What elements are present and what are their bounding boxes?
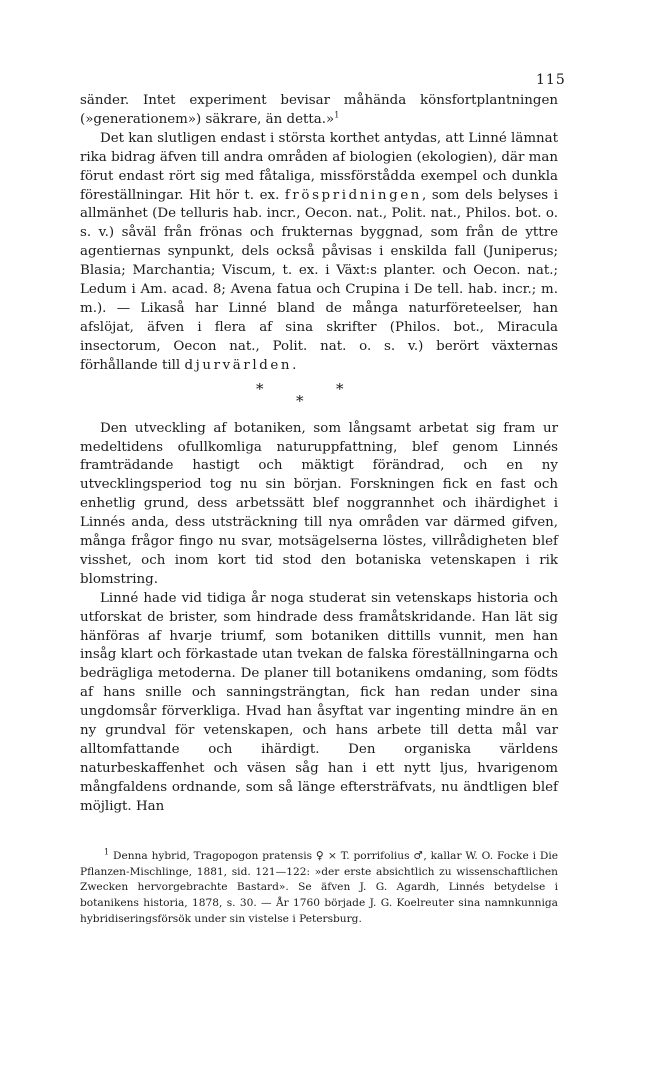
section-separator — [80, 378, 558, 414]
page-number: 115 — [536, 72, 566, 88]
emphasized-term-seed-dispersal: fröspridningen — [284, 187, 423, 203]
footnote — [80, 849, 558, 928]
footnote-reference: 1 — [334, 110, 340, 120]
asterisk-ornament: * — [336, 379, 344, 398]
emphasized-term-animal-world: djurvärlden — [184, 357, 293, 373]
asterisk-ornament: * — [256, 379, 264, 398]
footnote-text: Denna hybrid, Tragopogon pratensis ♀ × T. porrifolius ♂, kallar W. O. Focke i Die Pflanzen-Mischlinge, 1881, sid. 121—122: »der erste absichtlich zu wissenschaftlichen Zwecken hervorgebrachte Bastard». Se äfven J. G. Agardh, Linnés betydelse i botanikens historia, 1878, s. 30. — År 1760 började J. G. Koelreuter sina namnkunniga hybridiseringsförsök under sin vistelse i Petersburg. — [80, 850, 558, 925]
paragraph-2 — [80, 130, 558, 376]
paragraph-1 — [80, 92, 558, 130]
paragraph-2-text-b: , som dels belyses i allmänhet (De telluris hab. incr., Oecon. nat., Polit. nat., Philos. bot. o. s. v.) såväl från frönas och frukternas byggnad, som från de yttre agentiernas synpunkt, dels också påvisas i enskilda fall (Juniperus; Blasia; Marchantia; Viscum, t. ex. i Växt:s planter. och Oecon. nat.; Ledum i Am. acad. 8; Avena fatua och Crupina i De tell. hab. incr.; m. m.). — Likaså har Linné bland de många naturföreteelser, han afslöjat, äfven i flera af sina skrifter (Philos. bot., Miracula insectorum, Oecon nat., Polit. nat. o. s. v.) berört växternas förhållande till — [80, 187, 558, 373]
asterisk-ornament: * — [296, 391, 304, 410]
paragraph-2-text-c: . — [292, 357, 297, 373]
footnote-marker: 1 — [104, 847, 110, 857]
paragraph-2-text-a: Det kan slutligen endast i största korthet antydas, att Linné lämnat rika bidrag äfven till andra områden af biologien (ekologien), där man förut endast rört sig med fåtaliga, missförstådda exempel och dunkla föreställningar. Hit hör t. ex. — [80, 130, 558, 203]
paragraph-4: Linné hade vid tidiga år noga studerat sin vetenskaps historia och utforskat de brister, som hindrade dess framåtskridande. Han lät sig hänföras af hvarje triumf, som botaniken dittills vunnit, men han insåg klart och förkastade utan tvekan de falska föreställningarna och bedrägliga metoderna. De planer till botanikens omdaning, som födts af hans snille och sanningsträngtan, fick han redan under sina ungdomsår förverkliga. Hvad han åsyftat var ingenting mindre än en ny grundval för vetenskapen, och hans arbete till detta mål var alltomfattande och ihärdigt. Den organiska världens naturbeskaffenhet och väsen såg han i ett nytt ljus, hvarigenom mångfaldens ordnande, som så länge eftersträfvats, nu ändtligen blef möjligt. Han — [80, 590, 558, 814]
body-text — [80, 92, 558, 817]
paragraph-1-text: sänder. Intet experiment bevisar måhända könsfortplantningen (»generationem») säkrare, än detta.» — [80, 93, 558, 127]
paragraph-3: Den utveckling af botaniken, som långsamt arbetat sig fram ur medeltidens ofullkomliga naturuppfattning, blef genom Linnés framträdande hastigt och mäktigt förändrad, och en ny utvecklingsperiod tog nu sin början. Forskningen fick en fast och enhetlig grund, dess arbetssätt blef noggrannhet och ihärdighet i Linnés anda, dess utsträckning till nya områden var därmed gifven, många frågor fingo nu svar, motsägelserna löstes, villrådigheten blef visshet, och inom kort tid stod den botaniska vetenskapen i rik blomstring. — [80, 420, 558, 587]
